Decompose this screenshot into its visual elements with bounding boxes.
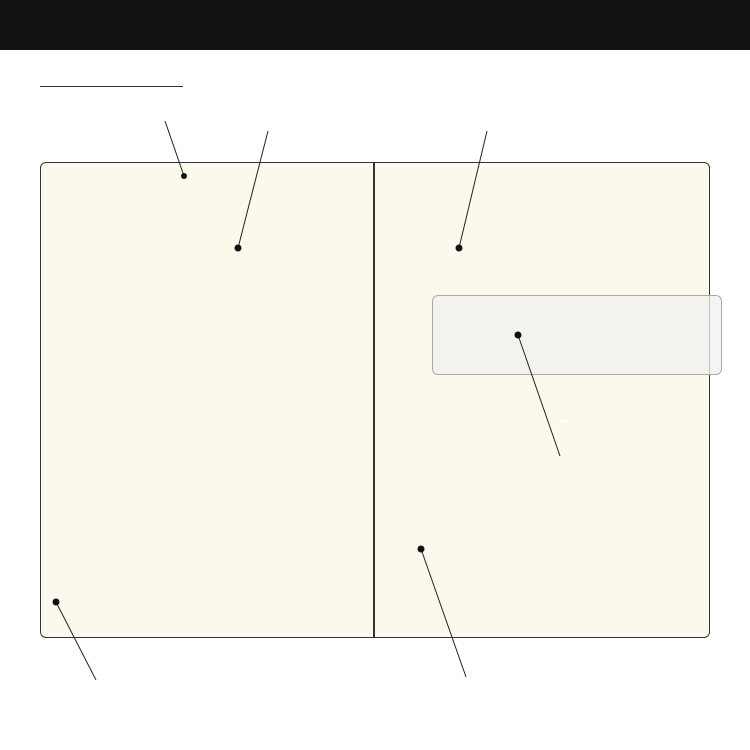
day-ruler bbox=[432, 295, 722, 375]
book-spine bbox=[373, 162, 375, 638]
callout-ruler bbox=[560, 420, 568, 422]
ruler-scale bbox=[433, 296, 723, 376]
